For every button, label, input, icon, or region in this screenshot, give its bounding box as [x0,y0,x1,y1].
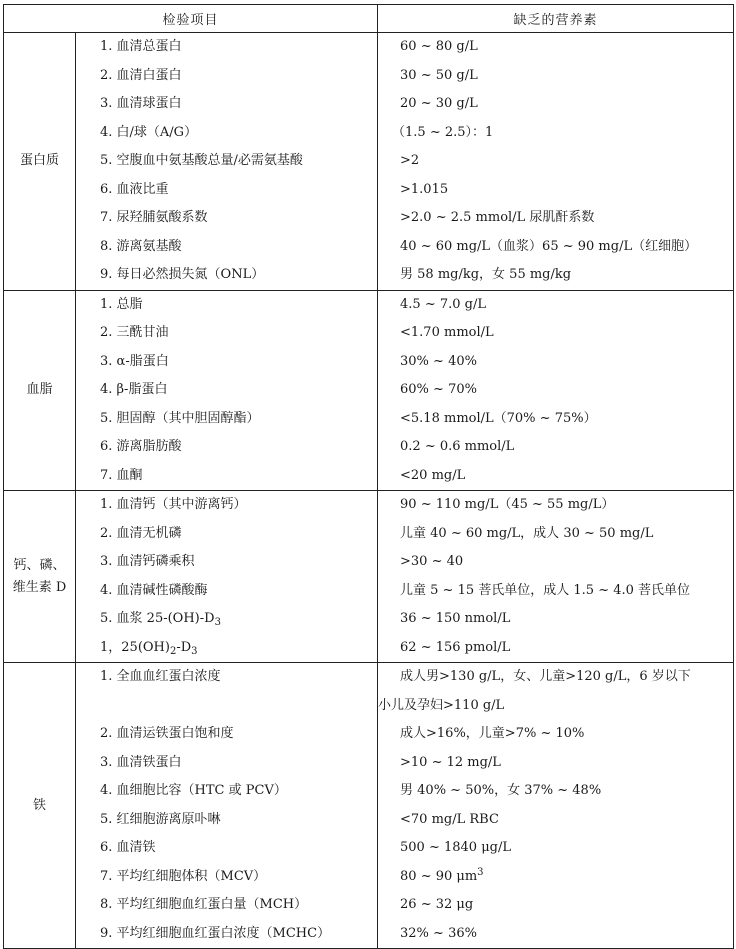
category-calcium-line2: 维生素 D [12,579,67,595]
header-items: 检验项目 [4,5,378,33]
value-item: 40 ~ 60 mg/L（血浆）65 ~ 90 mg/L（红细胞） [400,238,698,254]
list-item: 1. 血清钙（其中游离钙） [100,497,247,512]
value-item: >2 [400,153,420,168]
list-item: 3. 血清铁蛋白 [100,754,182,770]
value-item: <1.70 mmol/L [400,325,494,340]
list-item: 6. 血液比重 [100,181,169,197]
items-iron [76,663,378,949]
list-item: 9. 每日必然损失氮（ONL） [100,267,265,282]
list-item: 6. 游离脂肪酸 [100,439,182,454]
value-item: 30% ~ 40% [400,353,477,369]
list-item: 8. 平均红细胞血红蛋白量（MCH） [100,897,308,912]
item6-mid: -D [176,639,192,655]
value-item: 男 40% ~ 50%，女 37% ~ 48% [400,783,602,798]
value-item: 4.5 ~ 7.0 g/L [400,296,486,312]
value-item: >1.015 [400,181,449,197]
list-item: 8. 游离氨基酸 [100,238,182,254]
item6-text: 1，25(OH) [100,639,170,655]
list-item: 5. 空腹血中氨基酸总量/必需氨基酸 [100,153,303,168]
value-item: 60% ~ 70% [400,382,477,397]
value-item [378,863,733,892]
list-item: 1. 总脂 [100,296,143,312]
item5-subscript: 3 [214,617,221,628]
item6-subscript2: 3 [191,645,198,657]
category-iron: 铁 [4,663,76,949]
values-iron [378,663,734,949]
value-item: 36 ~ 150 nmol/L [400,611,511,626]
list-item: 4. β-脂蛋白 [100,382,168,397]
table-header-row [4,5,734,33]
list-item: 1. 全血血红蛋白浓度 [100,669,221,684]
value7-superscript: 3 [477,866,484,878]
value-item: >2.0 ~ 2.5 mmol/L 尿肌酐系数 [400,210,595,225]
category-protein: 蛋白质 [4,33,76,291]
list-item: 9. 平均红细胞血红蛋白浓度（MCHC） [100,925,331,941]
category-calcium [4,491,76,663]
list-item: 7. 平均红细胞体积（MCV） [100,868,267,884]
value-item: >30 ~ 40 [400,554,464,569]
list-item: 4. 血清碱性磷酸酶 [100,582,208,598]
group-protein [4,33,734,291]
value-item: 32% ~ 36% [400,925,477,941]
list-item: 5. 胆固醇（其中胆固醇酯） [100,410,260,426]
value-item: 0.2 ~ 0.6 mmol/L [400,439,515,454]
list-item: 2. 血清白蛋白 [100,67,182,83]
list-item: 4. 白/球（A/G） [100,124,198,140]
list-item: 3. α-脂蛋白 [100,353,169,369]
value-item-line1: 成人男>130 g/L，女、儿童>120 g/L，6 岁以下 [400,669,691,684]
value-item: 儿童 5 ~ 15 菩氏单位，成人 1.5 ~ 4.0 菩氏单位 [400,582,691,598]
list-item: 7. 血酮 [100,467,143,483]
list-item: 2. 血清无机磷 [100,525,182,541]
list-item: 2. 三酰甘油 [100,325,169,340]
list-item: 7. 尿羟脯氨酸系数 [100,210,208,225]
group-iron [4,663,734,949]
value-item: 26 ~ 32 μg [400,897,474,912]
value-item: 20 ~ 30 g/L [400,96,478,111]
list-item: 5. 红细胞游离原卟啉 [100,811,221,827]
list-item: 3. 血清球蛋白 [100,96,182,111]
lab-reference-table [3,4,734,949]
value-item-line2: 小儿及孕妇>110 g/L [378,697,505,713]
value-item: 500 ~ 1840 μg/L [400,840,511,855]
value-item: <5.18 mmol/L（70% ~ 75%） [400,410,597,426]
values-lipids [378,290,734,491]
item6-subscript1: 2 [169,645,177,657]
list-item: 6. 血清铁 [100,840,156,855]
list-item: 3. 血清钙磷乘积 [100,554,195,569]
value-item: 90 ~ 110 mg/L（45 ~ 55 mg/L） [400,497,615,512]
list-item: 1. 血清总蛋白 [100,39,182,54]
item5-text: 5. 血浆 25-(OH)-D [100,611,215,626]
value7-text: 80 ~ 90 μm [400,868,478,884]
value-item: 62 ~ 156 pmol/L [400,639,511,655]
value-item: <20 mg/L [400,467,466,483]
items-calcium [76,491,378,663]
list-item [76,634,377,663]
category-lipids: 血脂 [4,290,76,491]
group-lipids [4,290,734,491]
items-protein [76,33,378,291]
list-item-empty [76,692,377,721]
value-item: 成人>16%，儿童>7% ~ 10% [400,726,585,741]
value-item: 30 ~ 50 g/L [400,67,478,83]
value-item: 60 ~ 80 g/L [400,39,478,54]
nutrition-lab-table-page [3,4,733,949]
values-protein [378,33,734,291]
list-item: 2. 血清运铁蛋白饱和度 [100,726,234,741]
value-item: 男 58 mg/kg，女 55 mg/kg [400,267,572,282]
value-item: >10 ~ 12 mg/L [400,754,501,770]
group-calcium [4,491,734,663]
values-calcium [378,491,734,663]
value-item: （1.5 ~ 2.5）：1 [392,124,494,140]
items-lipids [76,290,378,491]
list-item [76,605,377,634]
header-values: 缺乏的营养素 [378,5,734,33]
category-calcium-line1: 钙、磷、 [13,557,66,573]
list-item: 4. 血细胞比容（HTC 或 PCV） [100,783,287,798]
value-item: 儿童 40 ~ 60 mg/L，成人 30 ~ 50 mg/L [400,525,654,541]
value-item: <70 mg/L RBC [400,811,499,827]
